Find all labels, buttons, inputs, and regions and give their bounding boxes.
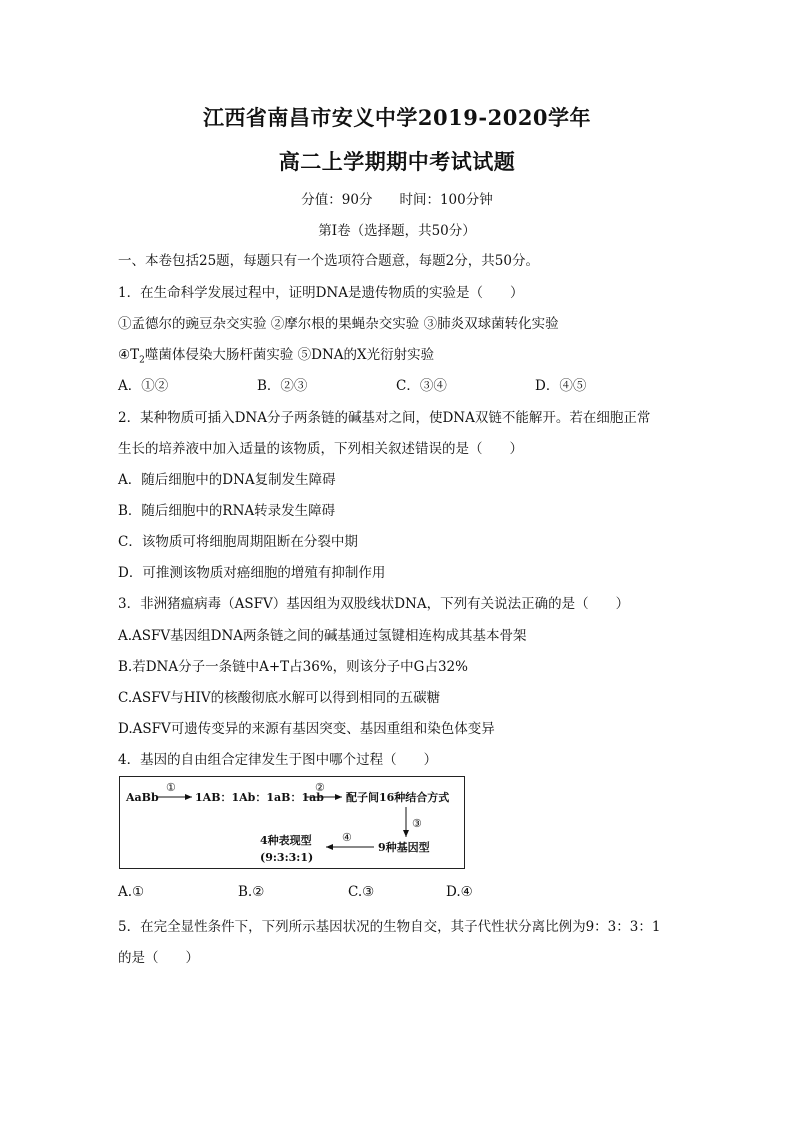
q3-option-c: C.ASFV与HIV的核酸彻底水解可以得到相同的五碳糖 bbox=[118, 690, 441, 706]
q2-option-b: B．随后细胞中的RNA转录发生障碍 bbox=[118, 503, 336, 519]
diagram-start: AaBb bbox=[126, 791, 159, 804]
diagram-phenotypes: 4种表现型 bbox=[260, 834, 312, 847]
q4-stem: 4．基因的自由组合定律发生于图中哪个过程（ ） bbox=[118, 752, 438, 768]
q2-option-d: D．可推测该物质对癌细胞的增殖有抑制作用 bbox=[118, 565, 386, 581]
q2-option-a: A．随后细胞中的DNA复制发生障碍 bbox=[118, 472, 336, 488]
q1-stem: 1．在生命科学发展过程中，证明DNA是遗传物质的实验是（ ） bbox=[118, 285, 524, 301]
diagram-genotypes: 9种基因型 bbox=[378, 841, 430, 854]
step-3-label: ③ bbox=[412, 817, 422, 830]
q5-stem-line1: 5．在完全显性条件下，下列所示基因状况的生物自交，其子代性状分离比例为9：3：3：1 bbox=[118, 919, 661, 935]
q4-option-a: A.① bbox=[118, 884, 145, 900]
step-4-label: ④ bbox=[342, 831, 352, 844]
q1-option-c: C．③④ bbox=[396, 378, 447, 394]
q3-option-d: D.ASFV可遗传变异的来源有基因突变、基因重组和染色体变异 bbox=[118, 721, 495, 737]
q1-item4-rest: 噬菌体侵染大肠杆菌实验 ⑤DNA的X光衍射实验 bbox=[144, 347, 435, 363]
q2-stem-line2: 生长的培养液中加入适量的该物质，下列相关叙述错误的是（ ） bbox=[118, 441, 523, 457]
title-line-1: 江西省南昌市安义中学2019-2020学年 bbox=[202, 105, 592, 130]
q1-item4-prefix: ④T bbox=[118, 347, 140, 363]
q4-diagram-svg bbox=[120, 777, 466, 870]
score-time: 分值：90分 时间：100分钟 bbox=[301, 192, 493, 208]
q4-option-c: C.③ bbox=[348, 884, 375, 900]
q2-option-c: C．该物质可将细胞周期阻断在分裂中期 bbox=[118, 534, 358, 550]
q1-items-line2 bbox=[118, 343, 434, 366]
title-line-2: 高二上学期期中考试试题 bbox=[278, 149, 516, 174]
q1-option-b: B．②③ bbox=[257, 378, 308, 394]
q4-option-b: B.② bbox=[238, 884, 265, 900]
q4-diagram bbox=[119, 776, 465, 869]
q4-option-d: D.④ bbox=[446, 884, 473, 900]
q3-stem: 3．非洲猪瘟病毒（ASFV）基因组为双股线状DNA，下列有关说法正确的是（ ） bbox=[118, 596, 630, 612]
diagram-ratio: (9:3:3:1) bbox=[260, 851, 314, 864]
q1-items-line1: ①孟德尔的豌豆杂交实验 ②摩尔根的果蝇杂交实验 ③肺炎双球菌转化实验 bbox=[118, 316, 559, 332]
q3-option-b: B.若DNA分子一条链中A+T占36%，则该分子中G占32% bbox=[118, 659, 468, 675]
diagram-combos: 配子间16种结合方式 bbox=[346, 791, 450, 804]
q5-stem-line2: 的是（ ） bbox=[118, 950, 199, 966]
diagram-gametes: 1AB：1Ab：1aB：1ab bbox=[195, 791, 324, 804]
q3-option-a: A.ASFV基因组DNA两条链之间的碱基通过氢键相连构成其基本骨架 bbox=[118, 628, 527, 644]
section-header: 第Ⅰ卷（选择题，共50分） bbox=[318, 223, 476, 239]
step-2-label: ② bbox=[315, 781, 325, 794]
q2-stem-line1: 2．某种物质可插入DNA分子两条链的碱基对之间，使DNA双链不能解开。若在细胞正常 bbox=[118, 410, 651, 426]
step-1-label: ① bbox=[166, 781, 176, 794]
instruction: 一、本卷包括25题，每题只有一个选项符合题意，每题2分，共50分。 bbox=[118, 253, 539, 269]
q1-option-d: D．④⑤ bbox=[535, 378, 587, 394]
q1-item4-sub: 2 bbox=[139, 355, 145, 366]
q1-option-a: A．①② bbox=[118, 378, 169, 394]
